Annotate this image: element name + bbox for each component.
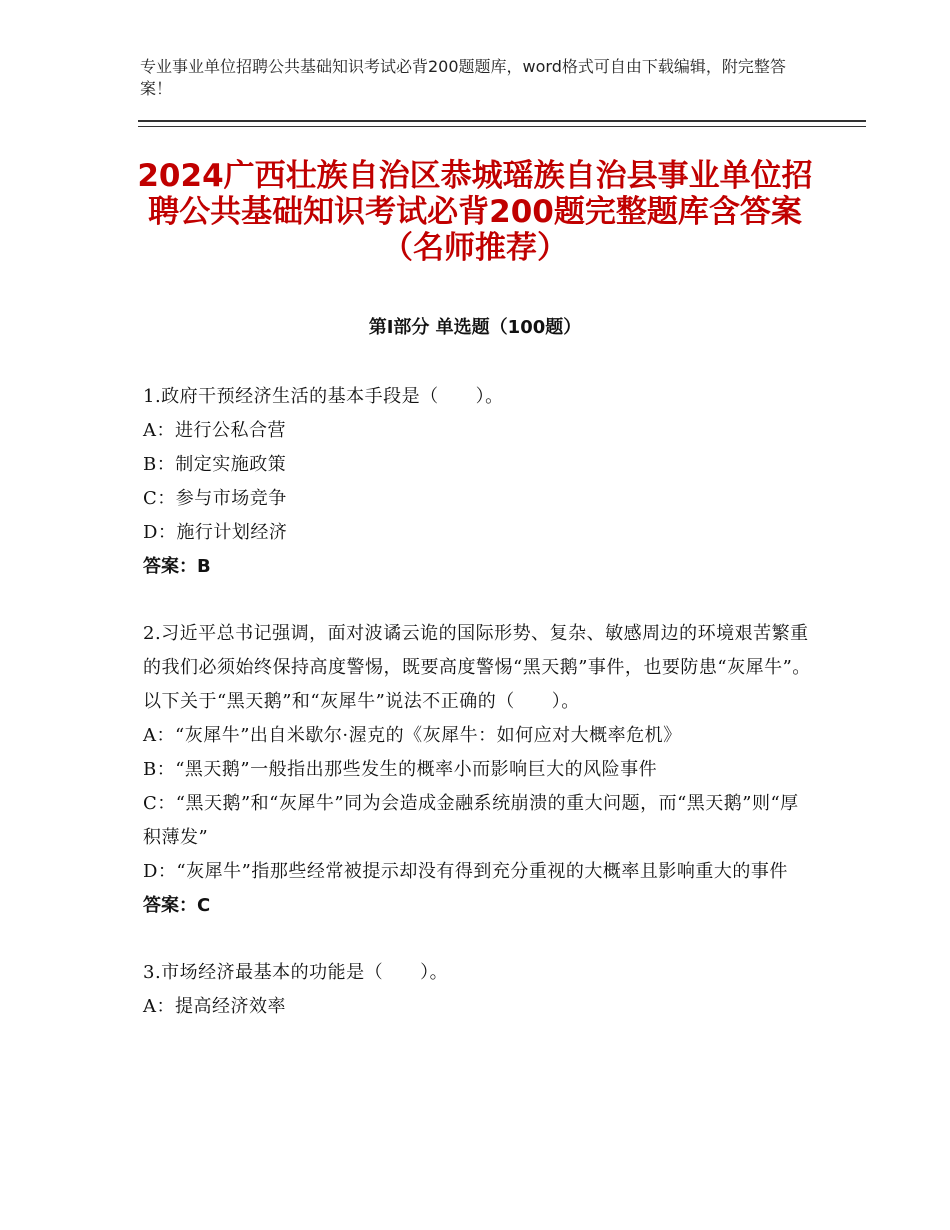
question-stem: 1.政府干预经济生活的基本手段是（ ）。 [143,386,504,407]
answer-label: 答案：C [143,895,211,916]
option-a: A：提高经济效率 [143,996,286,1017]
option-d: D：“灰犀牛”指那些经常被提示却没有得到充分重视的大概率且影响重大的事件 [143,861,788,882]
option-a: A：“灰犀牛”出自米歇尔·渥克的《灰犀牛：如何应对大概率危机》 [143,725,682,746]
question-item [143,617,811,923]
header-divider [138,120,866,122]
option-c: C：参与市场竞争 [143,488,287,509]
option-c: C：“黑天鹅”和“灰犀牛”同为会造成金融系统崩溃的重大问题，而“黑天鹅”则“厚积薄发” [143,793,799,848]
option-b: B：“黑天鹅”一般指出那些发生的概率小而影响巨大的风险事件 [143,759,658,780]
option-b: B：制定实施政策 [143,454,287,475]
answer-label: 答案：B [143,556,211,577]
question-stem: 3.市场经济最基本的功能是（ ）。 [143,962,449,983]
question-item [143,380,811,584]
header-divider-thin [138,126,866,127]
question-stem: 2.习近平总书记强调，面对波谲云诡的国际形势、复杂、敏感周边的环境艰苦繁重的我们必须始终保持高度警惕，既要高度警惕“黑天鹅”事件，也要防患“灰犀牛”。以下关于“黑天鹅”和“灰犀牛”说法不正确的（ ）。 [143,623,811,712]
option-d: D：施行计划经济 [143,522,288,543]
header-note: 专业事业单位招聘公共基础知识考试必背200题题库，word格式可自由下载编辑，附完整答案！ [140,57,786,98]
question-list [143,380,811,1057]
section-heading: 第Ⅰ部分 单选题（100题） [368,317,582,338]
document-title: 2024广西壮族自治区恭城瑶族自治县事业单位招聘公共基础知识考试必背200题完整题库含答案（名师推荐） [137,158,813,266]
question-item [143,956,811,1024]
option-a: A：进行公私合营 [143,420,286,441]
